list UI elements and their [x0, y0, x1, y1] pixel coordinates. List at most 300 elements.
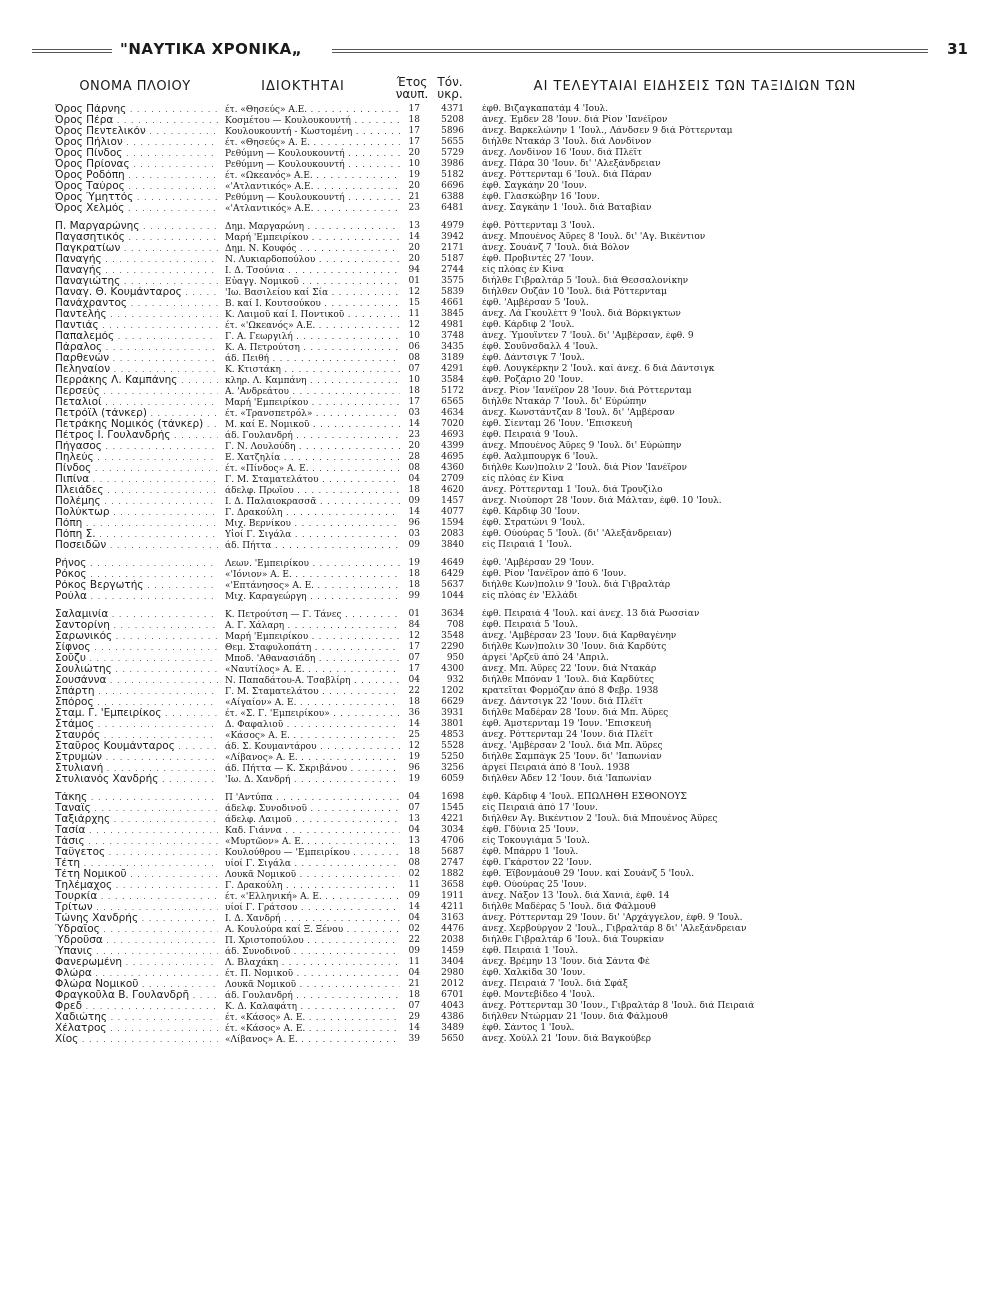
- table-row: [0, 913, 1000, 924]
- tonnage: 6629: [441, 697, 464, 707]
- table-row: [0, 558, 1000, 569]
- ship-name: Παντελής . . .: [55, 309, 218, 320]
- ship-name: Πετρόϊλ (τάνκερ) . . .: [55, 408, 218, 419]
- tonnage: 5172: [441, 386, 464, 396]
- ship-name: Όρος Χελμός . . .: [55, 203, 218, 214]
- tonnage: 1545: [441, 803, 464, 813]
- owner: Ε. Χατζηλία . . .: [225, 452, 400, 464]
- year-built: 25: [408, 730, 420, 740]
- year-built: 01: [408, 276, 420, 286]
- tonnage: 5187: [441, 254, 464, 264]
- table-row: [0, 397, 1000, 408]
- year-built: 04: [408, 675, 420, 685]
- tonnage: 1457: [441, 496, 464, 506]
- ship-name: Τώνης Χανδρής . . .: [55, 913, 218, 924]
- table-row: [0, 774, 1000, 785]
- year-built: 12: [408, 287, 420, 297]
- year-built: 14: [408, 507, 420, 517]
- latest-news: άνεχ. 'Αμβέρσαν 23 'Ιουν. διά Καρθαγένην: [482, 631, 677, 641]
- year-built: 09: [408, 496, 420, 506]
- latest-news: διήλθε Μαδέραν 28 'Ιουν. διά Μπ. Άϋρες: [482, 708, 669, 718]
- ship-name: Τηλέμαχος . . .: [55, 880, 218, 891]
- tonnage: 708: [446, 620, 464, 630]
- latest-news: άνεχ. Ύμουΐντεν 7 'Ιουλ. δι' 'Αμβέρσαν, έφθ. 9: [482, 331, 694, 341]
- owner: Καδ. Γιάννα . . .: [225, 825, 400, 837]
- year-built: 20: [408, 441, 420, 451]
- table-row: [0, 891, 1000, 902]
- year-built: 22: [408, 935, 420, 945]
- table-row: [0, 243, 1000, 254]
- latest-news: διήλθεν Άγ. Βικέντιον 2 'Ιουλ. διά Μπουένος Άϋρες: [482, 814, 718, 824]
- table-row: [0, 159, 1000, 170]
- tonnage: 4291: [441, 364, 464, 374]
- tonnage: 1459: [441, 946, 464, 956]
- ship-name: Όρος Ύμηττός . . .: [55, 192, 218, 203]
- ship-name: Χίος . . .: [55, 1034, 218, 1045]
- ship-name: Σαρωνικός . . .: [55, 631, 218, 642]
- owner: «Λίβανος» Α. Ε. . . .: [225, 752, 400, 764]
- year-built: 15: [408, 298, 420, 308]
- table-row: [0, 902, 1000, 913]
- year-built: 11: [408, 880, 420, 890]
- year-built: 84: [408, 620, 420, 630]
- ship-name: Ύπανις . . .: [55, 946, 218, 957]
- tonnage: 4386: [441, 1012, 464, 1022]
- owner: έτ. «Ωκεανός» Α.Ε. . . .: [225, 170, 400, 182]
- latest-news: άνεχ. Πάρα 30 'Ιουν. δι' 'Αλεξάνδρειαν: [482, 159, 661, 169]
- owner: έτ. Π. Νομικοῦ . . .: [225, 968, 400, 980]
- table-row: [0, 203, 1000, 214]
- latest-news: διήλθε Κων)πολιν 9 'Ιουλ. διά Γιβραλτάρ: [482, 580, 671, 590]
- table-row: [0, 126, 1000, 137]
- tonnage: 2744: [441, 265, 464, 275]
- latest-news: έφθ. Γλασκώβην 16 'Ιουν.: [482, 192, 600, 202]
- year-built: 20: [408, 254, 420, 264]
- owner: Ν. Παπαδάτου-Α. Τσαβλίρη . . .: [225, 675, 400, 687]
- year-built: 18: [408, 697, 420, 707]
- table-row: [0, 540, 1000, 551]
- tonnage: 1044: [441, 591, 464, 601]
- owner: έτ. «Τρανσπετρόλ» . . .: [225, 408, 400, 420]
- ship-name: Παρθενών . . .: [55, 353, 218, 364]
- tonnage: 5687: [441, 847, 464, 857]
- tonnage: 5208: [441, 115, 464, 125]
- ship-name: Σπόρος . . .: [55, 697, 218, 708]
- table-row: [0, 708, 1000, 719]
- table-row: [0, 485, 1000, 496]
- table-row: [0, 408, 1000, 419]
- tonnage: 4300: [441, 664, 464, 674]
- table-row: [0, 309, 1000, 320]
- year-built: 11: [408, 957, 420, 967]
- year-built: 96: [408, 763, 420, 773]
- year-built: 18: [408, 847, 420, 857]
- table-row: [0, 620, 1000, 631]
- year-built: 23: [408, 203, 420, 213]
- year-built: 20: [408, 243, 420, 253]
- table-row: [0, 752, 1000, 763]
- year-built: 12: [408, 320, 420, 330]
- table-row: [0, 364, 1000, 375]
- owner: «Μυρτῶον» Α. Ε. . . .: [225, 836, 400, 848]
- column-header-latest-news: ΑΙ ΤΕΛΕΥΤΑΙΑΙ ΕΙΔΗΣΕΙΣ ΤΩΝ ΤΑΞΙΔΙΩΝ ΤΩΝ: [533, 79, 857, 94]
- ship-name: Πιπίνα . . .: [55, 474, 218, 485]
- ship-group: [0, 792, 1000, 1045]
- table-row: [0, 847, 1000, 858]
- latest-news: άνεχ. Χερβούργον 2 'Ιουλ., Γιβραλτάρ 8 δι' 'Αλεξάνδρειαν: [482, 924, 747, 934]
- year-built: 14: [408, 719, 420, 729]
- year-built: 07: [408, 1001, 420, 1011]
- latest-news: είς πλόας έν Κίνα: [482, 265, 564, 275]
- latest-news: άνεχ. Βρέμην 13 'Ιουν. διά Σάντα Φέ: [482, 957, 650, 967]
- latest-news: άνεχ. Σαγκάην 1 'Ιουλ. διά Βαταβίαν: [482, 203, 652, 213]
- year-built: 18: [408, 115, 420, 125]
- ship-name: Παναγιώτης . . .: [55, 276, 218, 287]
- ship-name: Πόπη . . .: [55, 518, 218, 529]
- ship-name: Ρήνος . . .: [55, 558, 218, 569]
- page-header: [32, 40, 968, 60]
- tonnage: 5650: [441, 1034, 464, 1044]
- table-row: [0, 496, 1000, 507]
- table-row: [0, 957, 1000, 968]
- latest-news: άνεχ. Σουάνζ 7 'Ιουλ. διά Βόλον: [482, 243, 630, 253]
- table-row: [0, 642, 1000, 653]
- owner: υίοί Γ. Γράτσου . . .: [225, 902, 400, 914]
- year-built: 17: [408, 137, 420, 147]
- table-row: [0, 529, 1000, 540]
- table-row: [0, 137, 1000, 148]
- table-row: [0, 609, 1000, 620]
- latest-news: άνεχ. Ρίον 'Ιανέϊρον 28 'Ιουν. διά Ρόττερνταμ: [482, 386, 692, 396]
- ship-name: Στυλιανή . . .: [55, 763, 218, 774]
- latest-news: έφθ. Κάρδιφ 2 'Ιουλ.: [482, 320, 575, 330]
- latest-news: έφθ. Ούούρας 25 'Ιουν.: [482, 880, 587, 890]
- latest-news: έφθ. Χαλκίδα 30 'Ιουν.: [482, 968, 586, 978]
- table-row: [0, 990, 1000, 1001]
- ship-name: Πεληναίον . . .: [55, 364, 218, 375]
- latest-news: έφθ. Ρίον 'Ιανέϊρον άπό 6 'Ιουν.: [482, 569, 627, 579]
- latest-news: άνεχ. Χούλλ 21 'Ιουν. διά Βαγκούβερ: [482, 1034, 652, 1044]
- tonnage: 3840: [441, 540, 464, 550]
- tonnage: 5655: [441, 137, 464, 147]
- owner: Κοσμέτου — Κουλουκουντή . . .: [225, 115, 400, 127]
- owner: έτ. «Κάσος» Α. Ε. . . .: [225, 1012, 400, 1024]
- ship-name: Πίνδος . . .: [55, 463, 218, 474]
- tonnage: 3548: [441, 631, 464, 641]
- table-row: [0, 814, 1000, 825]
- year-built: 04: [408, 825, 420, 835]
- owner: άδ. Σ. Κουμαντάρου . . .: [225, 741, 400, 753]
- table-row: [0, 353, 1000, 364]
- latest-news: έφθ. Μπάρρυ 1 'Ιουλ.: [482, 847, 579, 857]
- year-built: 11: [408, 309, 420, 319]
- owner: Ι. Δ. Τσούνια . . .: [225, 265, 400, 277]
- latest-news: έφθ. Πειραιά 5 'Ιουλ.: [482, 620, 579, 630]
- tonnage: 6701: [441, 990, 464, 1000]
- owner: Κ. Πετρούτση — Γ. Τάνες . . .: [225, 609, 400, 621]
- tonnage: 4706: [441, 836, 464, 846]
- year-built: 39: [408, 1034, 420, 1044]
- owner: έτ. «'Ελληνική» Α. Ε. . . .: [225, 891, 400, 903]
- ship-name: Ρούλα . . .: [55, 591, 218, 602]
- latest-news: έφθ. Σίενταμ 26 'Ιουν. 'Επισκευή: [482, 419, 633, 429]
- owner: Γ. Δρακούλη . . .: [225, 507, 400, 519]
- tonnage: 3489: [441, 1023, 464, 1033]
- table-row: [0, 675, 1000, 686]
- tonnage: 2171: [441, 243, 464, 253]
- owner: άδ. Πειθή . . .: [225, 353, 400, 365]
- owner: Κουλουκουντή - Κωστομένη . . .: [225, 126, 400, 138]
- tonnage: 4853: [441, 730, 464, 740]
- table-row: [0, 115, 1000, 126]
- owner: Κ. Α. Πετρούτση . . .: [225, 342, 400, 354]
- tonnage: 2290: [441, 642, 464, 652]
- ship-name: Σπάρτη . . .: [55, 686, 218, 697]
- year-built: 18: [408, 386, 420, 396]
- table-row: [0, 719, 1000, 730]
- year-built: 19: [408, 752, 420, 762]
- ship-name: Πολύκτωρ . . .: [55, 507, 218, 518]
- table-row: [0, 1012, 1000, 1023]
- table-row: [0, 653, 1000, 664]
- table-row: [0, 518, 1000, 529]
- tonnage: 3034: [441, 825, 464, 835]
- tonnage: 6696: [441, 181, 464, 191]
- owner: Α. Γ. Χάλαρη . . .: [225, 620, 400, 632]
- latest-news: άνεχ. Νιούπορτ 28 'Ιουν. διά Μάλταν, έφθ. 10 'Ιουλ.: [482, 496, 722, 506]
- owner: Π. Χριστοπούλου . . .: [225, 935, 400, 947]
- year-built: 07: [408, 364, 420, 374]
- tonnage: 3634: [441, 609, 464, 619]
- tonnage: 2083: [441, 529, 464, 539]
- year-built: 10: [408, 331, 420, 341]
- tonnage: 4981: [441, 320, 464, 330]
- ship-name: Παγκρατίων . . .: [55, 243, 218, 254]
- owner: Γ. Α. Γεωργιλή . . .: [225, 331, 400, 343]
- year-built: 01: [408, 609, 420, 619]
- latest-news: άνεχ. Νάξον 13 'Ιουλ. διά Χανιά, έφθ. 14: [482, 891, 670, 901]
- year-built: 94: [408, 265, 420, 275]
- latest-news: έφθ. Κάρδιφ 4 'Ιουλ. ΕΠΩΛΗΘΗ ΕΣΘΟΝΟΥΣ: [482, 792, 687, 802]
- latest-news: έφθ. Άαλμπουργκ 6 'Ιουλ.: [482, 452, 599, 462]
- latest-news: διήλθε Ντακάρ 3 'Ιουλ. διά Λονδίνον: [482, 137, 652, 147]
- year-built: 99: [408, 591, 420, 601]
- latest-news: είς Τοκουγιάμα 5 'Ιουλ.: [482, 836, 590, 846]
- column-header-ship-name: ΟΝΟΜΑ ΠΛΟΙΟΥ: [79, 79, 191, 94]
- tonnage: 2709: [441, 474, 464, 484]
- owner: έτ. «Σ. Γ. 'Εμπειρίκου» . . .: [225, 708, 400, 720]
- ship-name: Τάσις . . .: [55, 836, 218, 847]
- owner: άδελφ. Πρωΐου . . .: [225, 485, 400, 497]
- page-number: 31: [947, 40, 968, 58]
- owner: Λεων. 'Εμπειρίκου . . .: [225, 558, 400, 570]
- tonnage: 4360: [441, 463, 464, 473]
- ship-group: [0, 558, 1000, 602]
- tonnage: 5182: [441, 170, 464, 180]
- owner: Λουκᾶ Νομικοῦ . . .: [225, 869, 400, 881]
- year-built: 29: [408, 1012, 420, 1022]
- latest-news: έφθ. Γκάρστον 22 'Ιουν.: [482, 858, 592, 868]
- year-built: 04: [408, 968, 420, 978]
- owner: κληρ. Λ. Καμπάνη . . .: [225, 375, 400, 387]
- tonnage: 4693: [441, 430, 464, 440]
- ship-name: Παναγής . . .: [55, 265, 218, 276]
- owner: άδελφ. Λαιμοῦ . . .: [225, 814, 400, 826]
- tonnage: 3404: [441, 957, 464, 967]
- owner: άδελφ. Συνοδινοῦ . . .: [225, 803, 400, 815]
- header-rule-right: [332, 49, 928, 53]
- year-built: 18: [408, 580, 420, 590]
- tonnage: 5896: [441, 126, 464, 136]
- latest-news: είς Πειραιά άπό 17 'Ιουν.: [482, 803, 598, 813]
- ship-name: Πεταλιοί . . .: [55, 397, 218, 408]
- latest-news: άνεχ. Πειραιά 7 'Ιουλ. διά Σφάξ: [482, 979, 628, 989]
- owner: υίοί Γ. Σιγάλα . . .: [225, 858, 400, 870]
- year-built: 03: [408, 529, 420, 539]
- tonnage: 6481: [441, 203, 464, 213]
- owner: Ρεθύμνη — Κουλουκουντή . . .: [225, 159, 400, 171]
- owner: Γ. Δρακούλη . . .: [225, 880, 400, 892]
- year-built: 17: [408, 664, 420, 674]
- column-headers: [0, 75, 1000, 104]
- tonnage: 2747: [441, 858, 464, 868]
- table-row: [0, 265, 1000, 276]
- year-built: 04: [408, 474, 420, 484]
- year-built: 96: [408, 518, 420, 528]
- year-built: 19: [408, 170, 420, 180]
- table-row: [0, 463, 1000, 474]
- latest-news: έφθ. Γδύνια 25 'Ιουν.: [482, 825, 579, 835]
- year-built: 08: [408, 858, 420, 868]
- latest-news: έφθ. 'Αμβέρσαν 29 'Ιουν.: [482, 558, 595, 568]
- year-built: 36: [408, 708, 420, 718]
- tonnage: 3748: [441, 331, 464, 341]
- ship-name: Τάκης . . .: [55, 792, 218, 803]
- ship-name: Όρος Πίνδος . . .: [55, 148, 218, 159]
- owner: Εὐαγγ. Νομικοῦ . . .: [225, 276, 400, 288]
- ship-name: Πετράκης Νομικός (τάνκερ) . . .: [55, 419, 218, 430]
- ship-name: Πανάχραντος . . .: [55, 298, 218, 309]
- year-built: 19: [408, 558, 420, 568]
- latest-news: έφθ. Έϊβονμάουθ 29 'Ιουν. καί Σουάνζ 5 'Ιουλ.: [482, 869, 695, 879]
- tonnage: 3845: [441, 309, 464, 319]
- latest-news: έφθ. Κάρδιφ 30 'Ιουν.: [482, 507, 580, 517]
- year-built: 23: [408, 430, 420, 440]
- ship-name: Ταΰγετος . . .: [55, 847, 218, 858]
- year-built: 22: [408, 686, 420, 696]
- ship-name: Φανερωμένη . . .: [55, 957, 218, 968]
- owner: Ι. Δ. Παλαιοκρασσᾶ . . .: [225, 496, 400, 508]
- ship-name: Περσεύς . . .: [55, 386, 218, 397]
- ship-name: Όρος Ροδόπη . . .: [55, 170, 218, 181]
- owner: έτ. «'Ωκεανός» Α.Ε. . . .: [225, 320, 400, 332]
- table-row: [0, 104, 1000, 115]
- latest-news: άνεχ. Ρόττερνταμ 1 'Ιουλ. διά Τρουζίλο: [482, 485, 663, 495]
- latest-news: έφθ. Λουγκέρκην 2 'Ιουλ. καί άνεχ. 6 διά Δάντσιγκ: [482, 364, 715, 374]
- table-row: [0, 507, 1000, 518]
- table-row: [0, 803, 1000, 814]
- owner: Γ. Μ. Σταματελάτου . . .: [225, 686, 400, 698]
- tonnage: 3986: [441, 159, 464, 169]
- latest-news: άνεχ. Δάντσιγκ 22 'Ιουν. διά Πλέϊτ: [482, 697, 643, 707]
- latest-news: διήλθε Κων)πολιν 30 'Ιουν. διά Καρδύτς: [482, 642, 667, 652]
- owner: «'Επτάνησος» Α. Ε. . . .: [225, 580, 400, 592]
- owner: Μιχ. Καραγεώργη . . .: [225, 591, 400, 603]
- year-built: 19: [408, 774, 420, 784]
- year-built: 07: [408, 803, 420, 813]
- tonnage: 4979: [441, 221, 464, 231]
- year-built: 09: [408, 540, 420, 550]
- tonnage: 4649: [441, 558, 464, 568]
- year-built: 07: [408, 653, 420, 663]
- year-built: 14: [408, 232, 420, 242]
- table-row: [0, 276, 1000, 287]
- ship-name: Φρεδ . . .: [55, 1001, 218, 1012]
- owner: Ρεθύμνη — Κουλουκουντή . . .: [225, 148, 400, 160]
- ship-group: [0, 221, 1000, 551]
- latest-news: διήλθε Γιβραλτάρ 5 'Ιουλ. διά Θεσσαλονίκην: [482, 276, 689, 286]
- owner: Δημ. Μαργαρώνη . . .: [225, 221, 400, 233]
- latest-news: διήλθε Μπόναν 1 'Ιουλ. διά Καρδύτες: [482, 675, 654, 685]
- latest-news: έφθ. 'Αμβέρσαν 5 'Ιουλ.: [482, 298, 589, 308]
- column-header-tonnage: Τόν. υκρ.: [437, 75, 463, 101]
- table-row: [0, 580, 1000, 591]
- tonnage: 1911: [441, 891, 464, 901]
- latest-news: διήλθεν Ουζάν 10 'Ιουλ. διά Ρόττερνταμ: [482, 287, 667, 297]
- tonnage: 4043: [441, 1001, 464, 1011]
- year-built: 21: [408, 979, 420, 989]
- ship-name: Σαλαμινία . . .: [55, 609, 218, 620]
- table-row: [0, 375, 1000, 386]
- owner: Κ. Δ. Καλαφάτη . . .: [225, 1001, 400, 1013]
- ship-name: Πέτρος Ι. Γουλανδρής . . .: [55, 430, 218, 441]
- owner: «Κάσος» Α. Ε. . . .: [225, 730, 400, 742]
- tonnage: 7020: [441, 419, 464, 429]
- table-row: [0, 792, 1000, 803]
- tonnage: 5250: [441, 752, 464, 762]
- tonnage: 3942: [441, 232, 464, 242]
- latest-news: διήλθεν Άδεν 12 'Ιουν. διά 'Ιαπωνίαν: [482, 774, 652, 784]
- ship-name: Περράκης Λ. Καμπάνης . . .: [55, 375, 218, 386]
- latest-news: έφθ. Άμστερνταμ 19 'Ιουν. 'Επισκευή: [482, 719, 651, 729]
- year-built: 20: [408, 181, 420, 191]
- year-built: 10: [408, 159, 420, 169]
- ship-name: Σταυρός . . .: [55, 730, 218, 741]
- latest-news: άνεχ. Λονδίνον 16 'Ιουν. διά Πλέϊτ: [482, 148, 642, 158]
- year-built: 03: [408, 408, 420, 418]
- ship-name: Όρος Ταύρος . . .: [55, 181, 218, 192]
- owner: Υἱοί Γ. Σιγάλα . . .: [225, 529, 400, 541]
- year-built: 21: [408, 192, 420, 202]
- latest-news: έφθ. Βιζαγκαπατάμ 4 'Ιουλ.: [482, 104, 609, 114]
- owner: Α. Κουλούρα καί Ξ. Ξένου . . .: [225, 924, 400, 936]
- ship-name: Όρος Πέρα . . .: [55, 115, 218, 126]
- table-row: [0, 430, 1000, 441]
- tonnage: 3163: [441, 913, 464, 923]
- tonnage: 3658: [441, 880, 464, 890]
- ship-name: Σαντορίνη . . .: [55, 620, 218, 631]
- table-row: [0, 386, 1000, 397]
- table-row: [0, 686, 1000, 697]
- year-built: 17: [408, 104, 420, 114]
- table-row: [0, 192, 1000, 203]
- owner: Κ. Λαιμοῦ καί Ι. Ποντικοῦ . . .: [225, 309, 400, 321]
- ship-name: Παπαλεμός . . .: [55, 331, 218, 342]
- latest-news: έφθ. Πειραιά 4 'Ιουλ. καί άνεχ. 13 διά Ρωσσίαν: [482, 609, 700, 619]
- tonnage: 4661: [441, 298, 464, 308]
- latest-news: είς πλόας έν Κίνα: [482, 474, 564, 484]
- table-row: [0, 287, 1000, 298]
